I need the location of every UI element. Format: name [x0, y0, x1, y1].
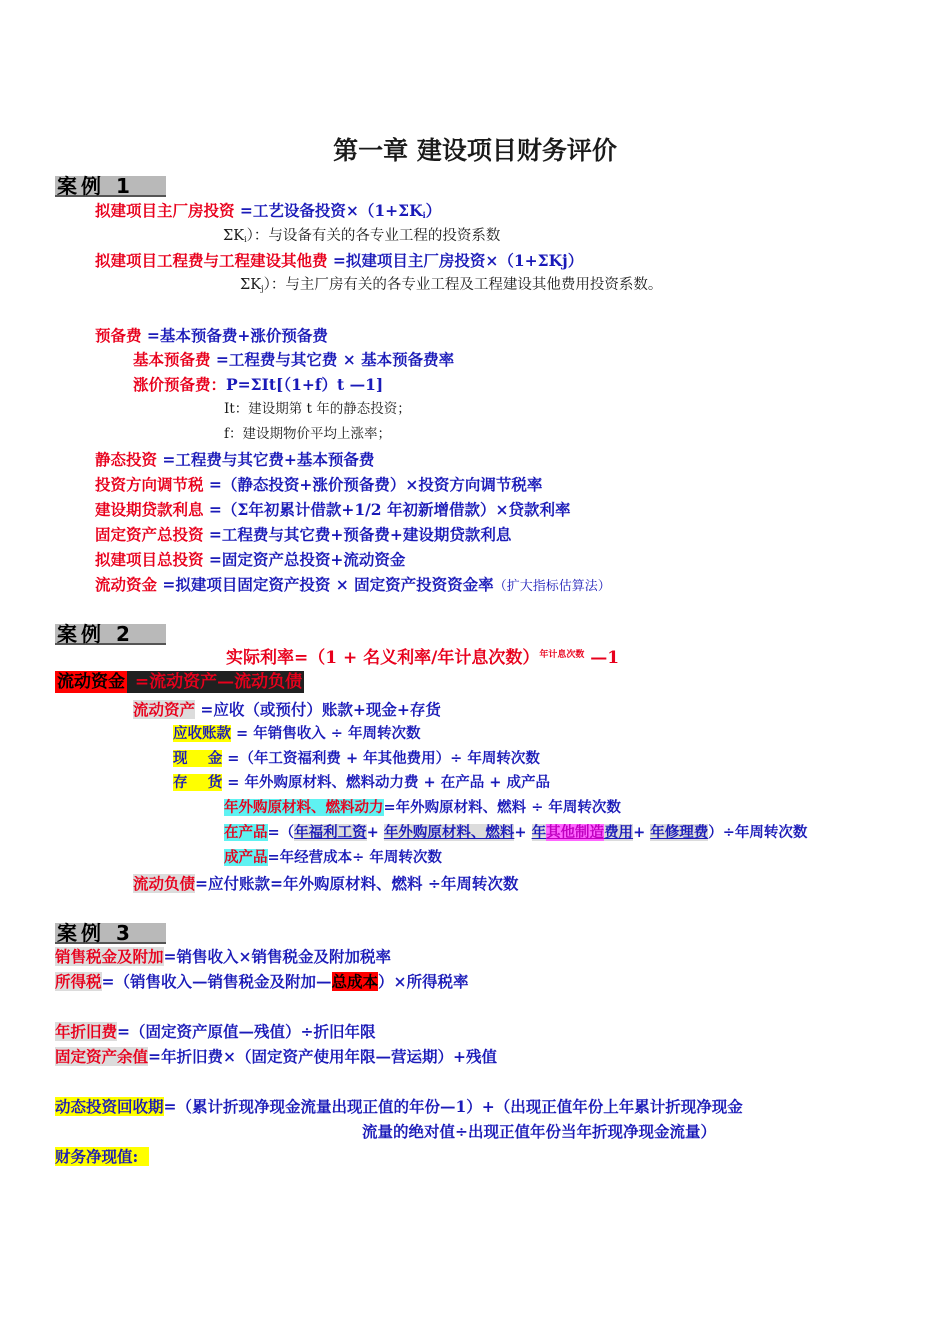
engineering-cost-formula: 拟建项目工程费与工程建设其他费 =拟建项目主厂房投资×（1+ΣKj）: [95, 251, 584, 270]
investment-tax-formula: 投资方向调节税 =（静态投资+涨价预备费）×投资方向调节税率: [95, 475, 543, 494]
case-1-heading: 案例 1: [55, 176, 166, 197]
inventory-formula: 存 货 = 年外购原材料、燃料动力费 + 在产品 + 成产品: [173, 774, 550, 791]
raw-material-formula: 年外购原材料、燃料动力=年外购原材料、燃料 ÷ 年周转次数: [224, 799, 621, 816]
case-2-heading: 案例 2: [55, 624, 166, 645]
construction-interest-formula: 建设期贷款利息 =（Σ年初累计借款+1/2 年初新增借款）×贷款利率: [95, 500, 571, 519]
current-assets-formula: 流动资产 =应收（或预付）账款+现金+存货: [133, 700, 441, 719]
working-capital-formula: 流动资金 =流动资产—流动负债: [57, 672, 303, 692]
working-capital-estimate-formula: 流动资金 =拟建项目固定资产投资 × 固定资产投资资金率（扩大指标估算法）: [95, 575, 611, 594]
note-kj: $\Sigma K_j$）：与主厂房有关的各专业工程及工程建设其他费用投资系数。: [240, 277, 663, 293]
note-f: f：建设期物价平均上涨率；: [224, 426, 391, 442]
static-investment-formula: 静态投资 =工程费与其它费+基本预备费: [95, 450, 375, 469]
sales-tax-formula: 销售税金及附加=销售收入×销售税金及附加税率: [55, 947, 391, 966]
receivables-formula: 应收账款 = 年销售收入 ÷ 年周转次数: [173, 725, 421, 742]
case-3-heading: 案例 3: [55, 923, 166, 944]
basic-contingency-formula: 基本预备费 =工程费与其它费 × 基本预备费率: [133, 350, 455, 369]
residual-value-formula: 固定资产余值=年折旧费×（固定资产使用年限—营运期）+残值: [55, 1047, 497, 1066]
cash-formula: 现 金 =（年工资福利费 + 年其他费用）÷ 年周转次数: [173, 750, 540, 767]
finished-goods-formula: 成产品=年经营成本÷ 年周转次数: [224, 849, 442, 866]
current-liabilities-formula: 流动负债=应付账款=年外购原材料、燃料 ÷年周转次数: [133, 874, 519, 893]
price-contingency-formula: 涨价预备费：P=ΣIt[（1+f）t —1]: [133, 375, 384, 394]
main-building-investment-formula: 拟建项目主厂房投资 =工艺设备投资$\times(1+\Sigma K_i)$: [95, 201, 442, 220]
dynamic-payback-formula-cont: 流量的绝对值÷出现正值年份当年折现净现金流量）: [362, 1122, 716, 1141]
depreciation-formula: 年折旧费=（固定资产原值—残值）÷折旧年限: [55, 1022, 376, 1041]
income-tax-formula: 所得税=（销售收入—销售税金及附加—总成本）×所得税率: [55, 972, 469, 991]
dynamic-payback-formula: 动态投资回收期=（累计折现净现金流量出现正值的年份—1）+（出现正值年份上年累计折现净现金: [55, 1097, 743, 1116]
note-ki: $\Sigma K_i$）：与设备有关的各专业工程的投资系数: [223, 228, 501, 244]
formula: =工艺设备投资×（1+ΣK: [234, 201, 423, 220]
npv-heading: 财务净现值:: [55, 1149, 149, 1165]
note-it: It：建设期第 t 年的静态投资；: [224, 401, 411, 417]
fixed-asset-investment-formula: 固定资产总投资 =工程费与其它费+预备费+建设期贷款利息: [95, 525, 512, 544]
term: 拟建项目主厂房投资: [95, 201, 235, 220]
contingency-formula: 预备费 =基本预备费+涨价预备费: [95, 326, 328, 345]
page-title: 第一章 建设项目财务评价: [333, 136, 617, 165]
wip-formula: 在产品=（年福利工资+ 年外购原材料、燃料+ 年其他制造费用+ 年修理费）÷年周转次数: [224, 824, 808, 841]
total-investment-formula: 拟建项目总投资 =固定资产总投资+流动资金: [95, 550, 406, 569]
effective-rate-formula: 实际利率=（1 + 名义利率/年计息次数）$^{年计息次数}$ —1: [226, 648, 620, 668]
